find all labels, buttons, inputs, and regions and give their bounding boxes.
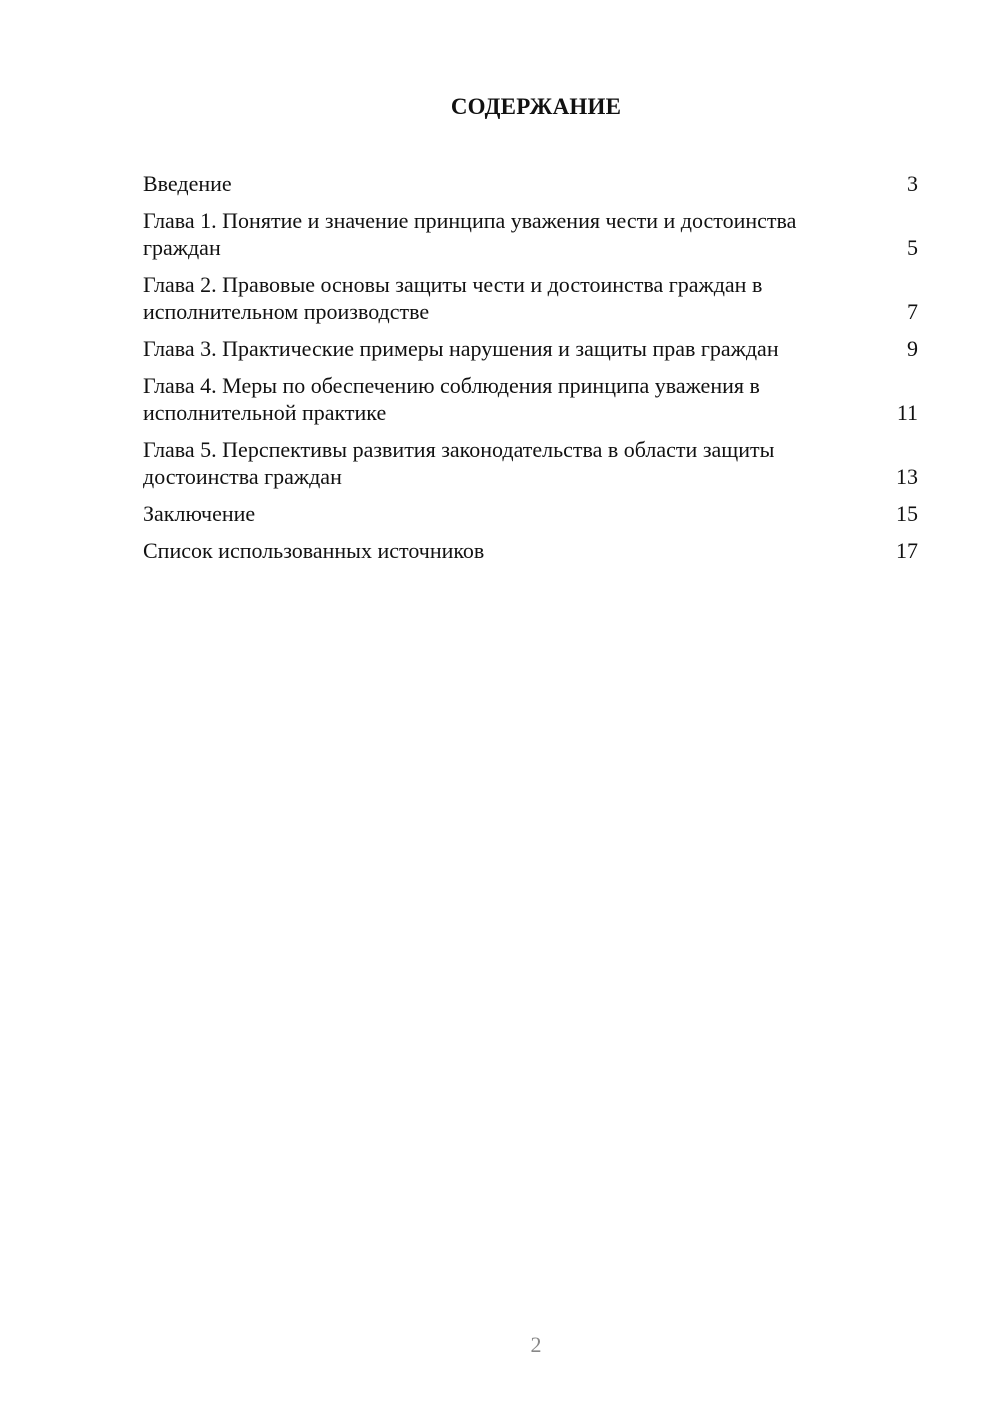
toc-entry-chapter-3 <box>143 335 918 362</box>
toc-entry-title: Глава 4. Меры по обеспечению соблюдения принципа уважения в исполнительной практике <box>143 373 760 425</box>
toc-entry-page: 13 <box>896 464 918 489</box>
toc-entry-title: Список использованных источников <box>143 538 485 563</box>
page-number: 2 <box>530 1332 542 1357</box>
toc-entry-title: Заключение <box>143 501 256 526</box>
toc-entry-chapter-1 <box>143 207 918 261</box>
toc-entry-title: Введение <box>143 171 232 196</box>
table-of-contents <box>143 170 918 574</box>
toc-entry-page: 15 <box>896 501 918 526</box>
toc-entry-page: 17 <box>896 538 918 563</box>
toc-entry-page: 3 <box>907 171 918 196</box>
toc-entry-title: Глава 1. Понятие и значение принципа уважения чести и достоинства граждан <box>143 208 797 260</box>
toc-entry-chapter-5 <box>143 436 918 490</box>
toc-entry-title: Глава 3. Практические примеры нарушения и защиты прав граждан <box>143 336 779 361</box>
toc-entry-title: Глава 5. Перспективы развития законодательства в области защиты достоинства граждан <box>143 437 775 489</box>
toc-entry-title: Глава 2. Правовые основы защиты чести и достоинства граждан в исполнительном производстве <box>143 272 763 324</box>
toc-heading: СОДЕРЖАНИЕ <box>450 94 622 119</box>
toc-entry-page: 7 <box>907 299 918 324</box>
toc-entry-introduction <box>143 170 918 197</box>
toc-entry-page: 11 <box>896 400 918 425</box>
toc-entry-references <box>143 537 918 564</box>
toc-entry-chapter-4 <box>143 372 918 426</box>
toc-entry-conclusion <box>143 500 918 527</box>
toc-entry-page: 9 <box>907 336 918 361</box>
toc-entry-chapter-2 <box>143 271 918 325</box>
toc-entry-page: 5 <box>907 235 918 260</box>
